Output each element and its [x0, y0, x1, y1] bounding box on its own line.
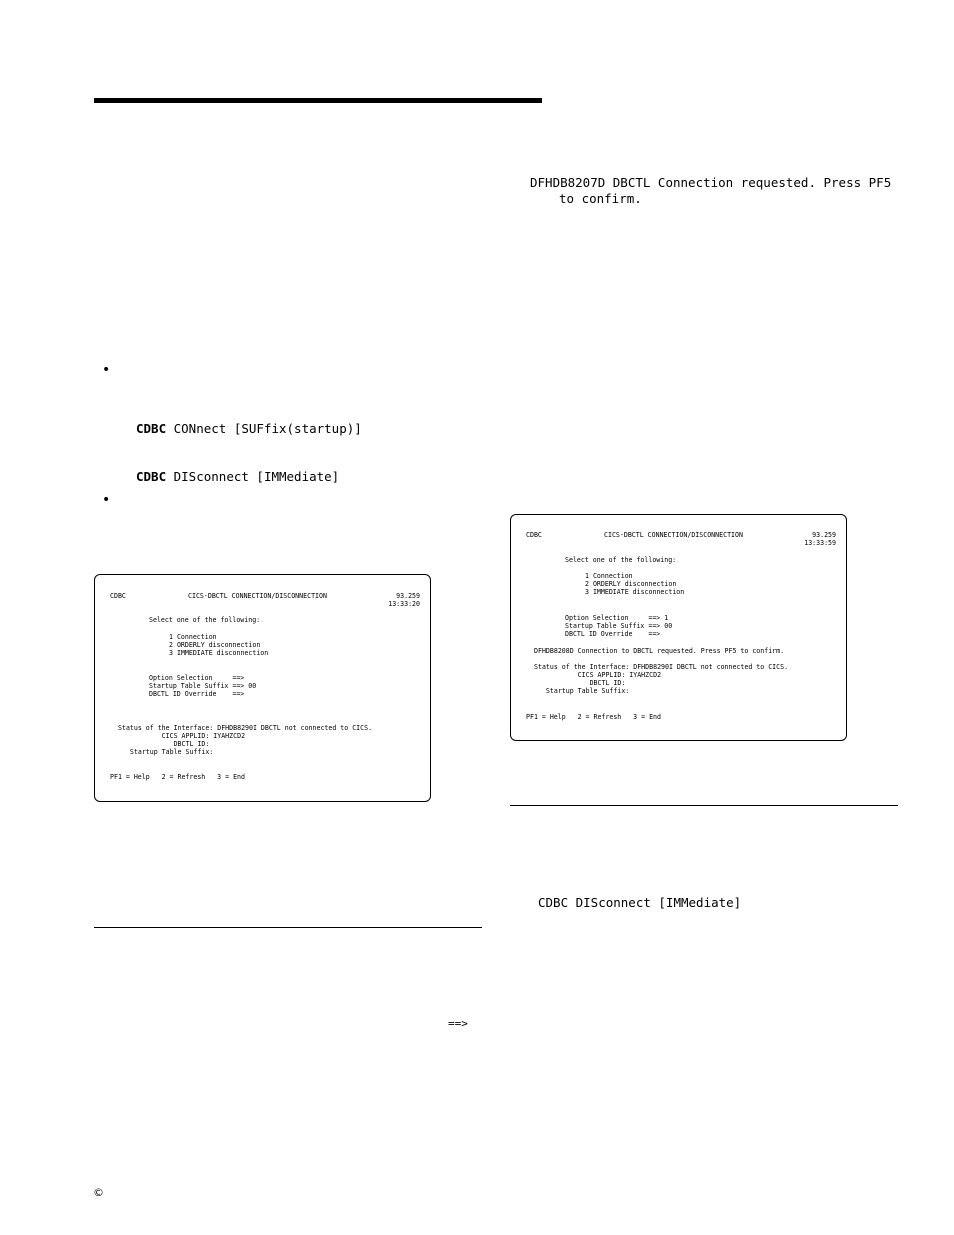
screen-option-2: 2 ORDERLY disconnection: [585, 580, 677, 588]
screen-pf-keys: PF1 = Help 2 = Refresh 3 = End: [110, 773, 245, 781]
bullet-1: •: [102, 362, 111, 378]
screen-date: 93.259: [396, 592, 420, 600]
bullet-2: •: [102, 492, 111, 508]
disconnect-command-plain: CDBC DISconnect [IMMediate]: [538, 895, 742, 910]
screen-option-3: 3 IMMEDIATE disconnection: [169, 649, 269, 657]
screen-status-line-2: CICS APPLID: IYAHZCD2: [118, 732, 246, 740]
screen-field-dbctl-id: DBCTL ID Override ==>: [565, 630, 661, 638]
screen-status-line-4: Startup Table Suffix:: [534, 687, 630, 695]
screen-option-2: 2 ORDERLY disconnection: [169, 641, 261, 649]
section-rule-left: [94, 927, 482, 928]
connect-command-rest: CONnect [SUFfix(startup)]: [166, 421, 362, 436]
screen-tran-id: CDBC: [110, 592, 126, 600]
screen-status-line-3: DBCTL ID:: [118, 740, 210, 748]
connection-message-line1: DFHDB8207D DBCTL Connection requested. Press PF5: [530, 175, 892, 190]
header-rule: [94, 98, 542, 103]
disconnect-command-rest: DISconnect [IMMediate]: [166, 469, 340, 484]
screen-option-1: 1 Connection: [585, 572, 633, 580]
screen-confirm-message: DFHDB8208D Connection to DBCTL requested. Press PF5 to confirm.: [534, 647, 785, 655]
cdbc-screen-confirm: [510, 514, 847, 741]
screen-status-line-2: CICS APPLID: IYAHZCD2: [534, 671, 662, 679]
screen-time: 13:33:20: [388, 600, 420, 608]
screen-option-1: 1 Connection: [169, 633, 217, 641]
connect-command: [136, 421, 362, 436]
screen-date: 93.259: [812, 531, 836, 539]
screen-status-line-1: Status of the Interface: DFHDB8290I DBCTL not connected to CICS.: [118, 724, 373, 732]
section-rule-right: [510, 805, 898, 806]
screen-select-prompt: Select one of the following:: [565, 556, 677, 564]
field-arrow: ==>: [448, 1017, 468, 1030]
screen-field-option-selection: Option Selection ==>: [149, 674, 245, 682]
screen-field-option-selection: Option Selection ==> 1: [565, 614, 669, 622]
screen-tran-id: CDBC: [526, 531, 542, 539]
copyright-symbol: ©: [93, 1186, 104, 1199]
screen-status-line-1: Status of the Interface: DFHDB8290I DBCTL not connected to CICS.: [534, 663, 789, 671]
screen-time: 13:33:59: [804, 539, 836, 547]
cdbc-screen-initial: [94, 574, 431, 802]
screen-title: CICS-DBCTL CONNECTION/DISCONNECTION: [604, 531, 743, 539]
screen-select-prompt: Select one of the following:: [149, 616, 261, 624]
disconnect-command-keyword: CDBC: [136, 469, 167, 484]
screen-option-3: 3 IMMEDIATE disconnection: [585, 588, 685, 596]
screen-field-startup-suffix: Startup Table Suffix ==> 00: [149, 682, 257, 690]
screen-pf-keys: PF1 = Help 2 = Refresh 3 = End: [526, 713, 661, 721]
screen-field-startup-suffix: Startup Table Suffix ==> 00: [565, 622, 673, 630]
connect-command-keyword: CDBC: [136, 421, 167, 436]
connection-message-line2: to confirm.: [559, 191, 642, 206]
screen-status-line-3: DBCTL ID:: [534, 679, 626, 687]
screen-field-dbctl-id: DBCTL ID Override ==>: [149, 690, 245, 698]
disconnect-command: [136, 469, 339, 484]
screen-status-line-4: Startup Table Suffix:: [118, 748, 214, 756]
screen-title: CICS-DBCTL CONNECTION/DISCONNECTION: [188, 592, 327, 600]
